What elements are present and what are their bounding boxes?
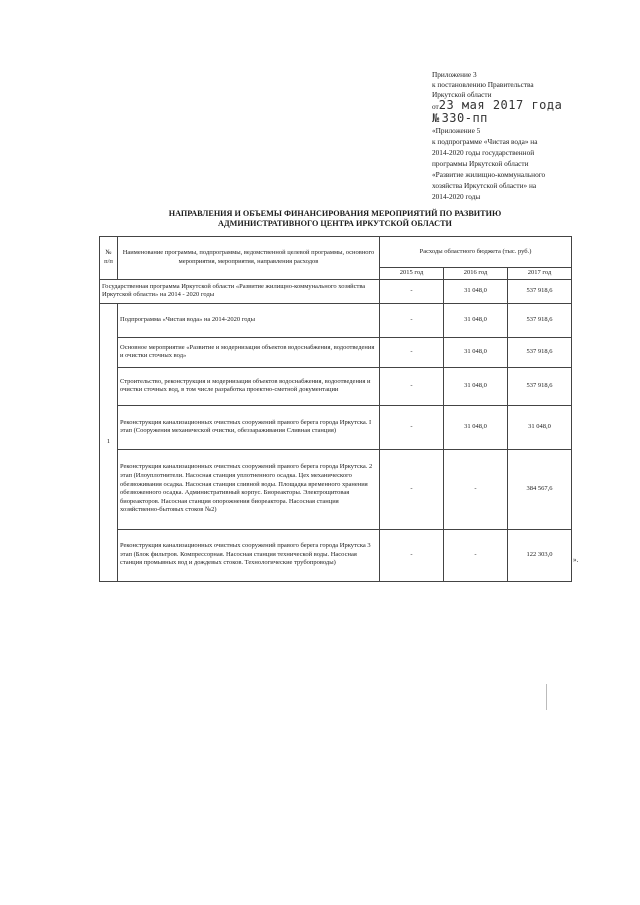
- cell-2017: 384 567,6: [508, 449, 572, 529]
- table-row: [100, 303, 572, 337]
- appendix-sub-line: 2014-2020 годы государственной: [432, 147, 535, 157]
- cell-name: Реконструкция канализационных очистных сооружений правого берега города Иркутска 3 этап (Блок фильтров. Компрессорная. Насосная станция технической воды. Насосная станция промывных вод и дождевых стоков. Технологические трубопроводы): [118, 529, 380, 581]
- row-number: 1: [100, 303, 118, 581]
- cell-2015: -: [380, 303, 444, 337]
- cell-2017: 537 918,6: [508, 279, 572, 303]
- scan-mark: [546, 684, 547, 710]
- appendix-sub-line: «Приложение 5: [432, 125, 481, 135]
- cell-2015: -: [380, 279, 444, 303]
- appendix-number: [432, 112, 632, 125]
- cell-name: Реконструкция канализационных очистных сооружений правого берега города Иркутска. 2 этап (Илоуплотнители. Насосная станция уплотненного осадка. Цех механического обезвоживания осадка. Насосная станция сливной воды. Площадка временного хранения обезвоженного осадка. Административный корпус. Биореакторы. Электрощитовая биореакторов. Насосная станция опорожнения биореактора. Насосная станция хозяйственно-бытовых стоков №2): [118, 449, 380, 529]
- cell-2015: -: [380, 337, 444, 367]
- cell-2015: -: [380, 367, 444, 405]
- appendix-block: [432, 70, 632, 202]
- appendix-sub-line: 2014-2020 годы: [432, 191, 481, 201]
- appendix-line-3: Иркутской области: [432, 89, 492, 99]
- year-2016: 2016 год: [444, 268, 508, 280]
- closing-quote: ».: [573, 556, 579, 564]
- header-name: Наименование программы, подпрограммы, ведомственной целевой программы, основного мероприятия, мероприятия, направления расходов: [118, 237, 380, 280]
- date-value: 23 мая 2017 года: [438, 98, 563, 113]
- page-title: [120, 209, 550, 229]
- date-prefix: от: [432, 102, 439, 112]
- cell-2015: -: [380, 405, 444, 449]
- number-prefix: №: [432, 111, 440, 126]
- title-line-2: АДМИНИСТРАТИВНОГО ЦЕНТРА ИРКУТСКОЙ ОБЛАСТИ: [218, 219, 452, 228]
- cell-2016: 31 048,0: [444, 405, 508, 449]
- number-value: 330-пп: [441, 111, 488, 126]
- header-row: [100, 237, 572, 268]
- header-expenses: Расходы областного бюджета (тыс. руб.): [380, 237, 572, 268]
- cell-name: Подпрограмма «Чистая вода» на 2014-2020 годы: [118, 303, 380, 337]
- year-2017: 2017 год: [508, 268, 572, 280]
- cell-2016: 31 048,0: [444, 337, 508, 367]
- cell-2016: -: [444, 529, 508, 581]
- cell-name: Основное мероприятие «Развитие и модернизация объектов водоснабжения, водоотведения и очистки сточных вод»: [118, 337, 380, 367]
- appendix-sub-line: «Развитие жилищно-коммунального: [432, 169, 546, 179]
- table-row: [100, 337, 572, 367]
- cell-name: Государственная программа Иркутской области «Развитие жилищно-коммунального хозяйства Иркутской области» на 2014 - 2020 годы: [100, 279, 380, 303]
- cell-2015: -: [380, 449, 444, 529]
- financing-table: [99, 236, 572, 582]
- cell-2015: -: [380, 529, 444, 581]
- appendix-sub: [432, 125, 632, 202]
- cell-name: Реконструкция канализационных очистных сооружений правого берега города Иркутска. I этап (Сооружения механической очистки, обеззараживания Сливная станция): [118, 405, 380, 449]
- table-row: [100, 405, 572, 449]
- cell-name: Строительство, реконструкция и модернизация объектов водоснабжения, водоотведения и очистки сточных вод, в том числе разработка проектно-сметной документации: [118, 367, 380, 405]
- appendix-sub-line: к подпрограмме «Чистая вода» на: [432, 136, 538, 146]
- table-row: [100, 367, 572, 405]
- year-2015: 2015 год: [380, 268, 444, 280]
- cell-2017: 537 918,6: [508, 303, 572, 337]
- cell-2017: 537 918,6: [508, 367, 572, 405]
- cell-2016: -: [444, 449, 508, 529]
- cell-2016: 31 048,0: [444, 303, 508, 337]
- appendix-line-2: к постановлению Правительства: [432, 79, 534, 89]
- cell-2017: 31 048,0: [508, 405, 572, 449]
- header-num: № п/п: [100, 237, 118, 280]
- title-line-1: НАПРАВЛЕНИЯ И ОБЪЕМЫ ФИНАНСИРОВАНИЯ МЕРОПРИЯТИЙ ПО РАЗВИТИЮ: [168, 209, 502, 218]
- table-row-program: [100, 279, 572, 303]
- table-row: [100, 449, 572, 529]
- appendix-line-1: Приложение 3: [432, 70, 477, 79]
- appendix-sub-line: программы Иркутской области: [432, 158, 529, 168]
- appendix-sub-line: хозяйства Иркутской области» на: [432, 180, 537, 190]
- cell-2017: 122 303,0: [508, 529, 572, 581]
- cell-2016: 31 048,0: [444, 279, 508, 303]
- cell-2016: 31 048,0: [444, 367, 508, 405]
- table-row: [100, 529, 572, 581]
- cell-2017: 537 918,6: [508, 337, 572, 367]
